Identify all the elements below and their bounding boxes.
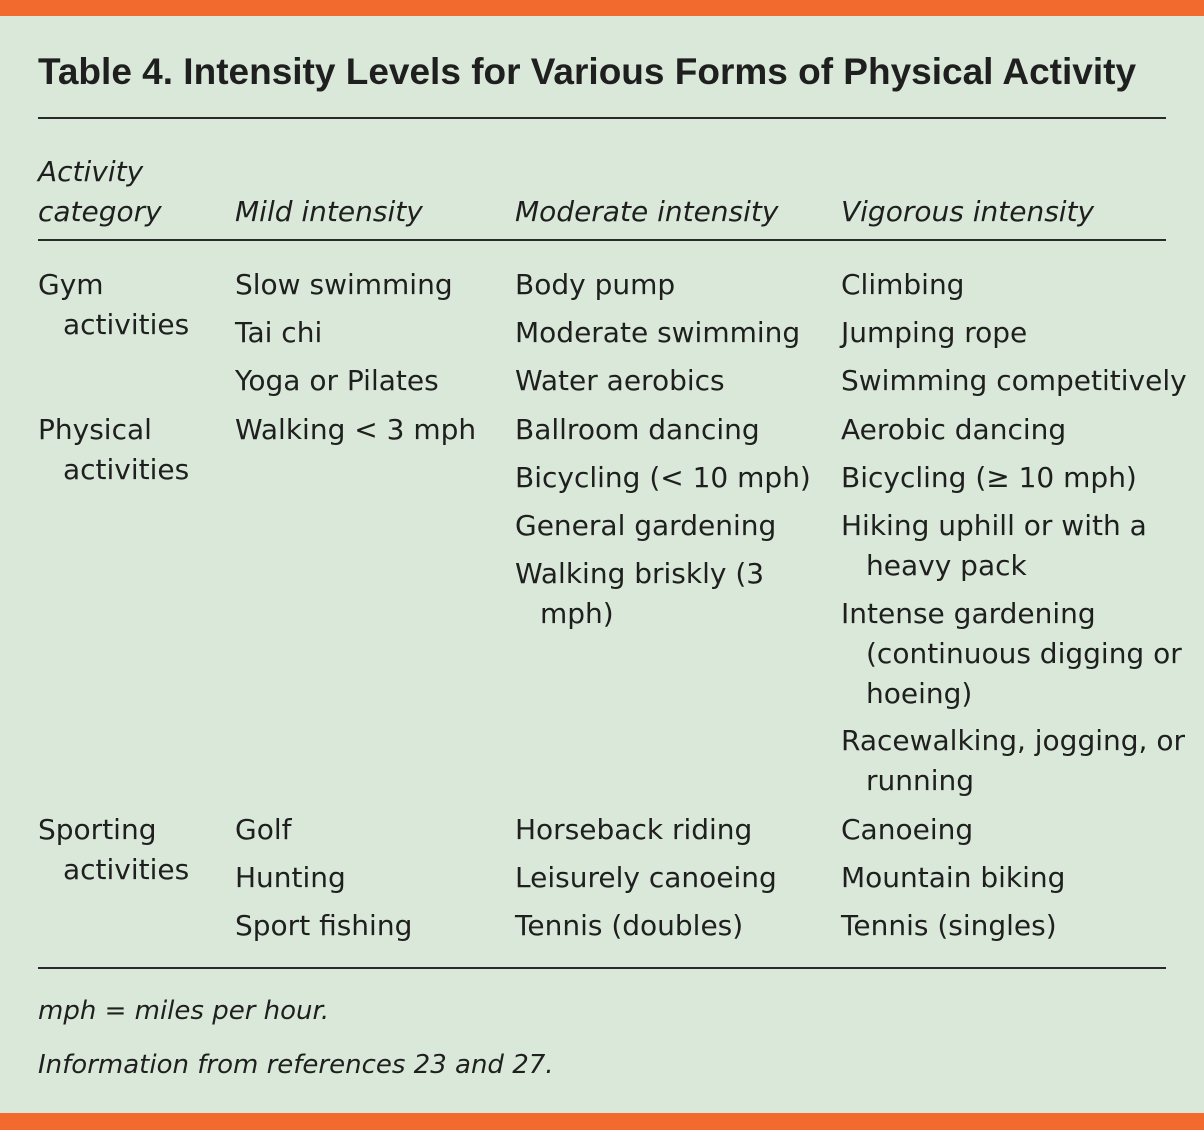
table-cell: Intense gardening (continuous digging or hoeing) <box>841 597 1182 710</box>
table-cell: Tennis (singles) <box>841 909 1057 942</box>
table-cell: Racewalking, jogging, or running <box>841 724 1185 797</box>
table-cell: Hunting <box>235 861 346 894</box>
table-cell: Swimming competitively <box>841 364 1187 397</box>
table-title: Table 4. Intensity Levels for Various Forms of Physical Activity <box>38 51 1137 92</box>
table-cell: Body pump <box>515 268 676 301</box>
header-moderate-intensity: Moderate intensity <box>515 195 779 228</box>
table-cell: Leisurely canoeing <box>515 861 777 894</box>
header-rule <box>38 239 1166 241</box>
footnote-references: Information from references 23 and 27. <box>38 1050 554 1080</box>
header-vigorous-intensity: Vigorous intensity <box>841 195 1095 228</box>
category-gym-activities: Gym activities <box>38 268 190 341</box>
header-activity-category: Activity category <box>38 155 162 228</box>
category-physical-activities: Physical activities <box>38 413 190 486</box>
top-accent-bar <box>0 0 1204 16</box>
table-bottom-rule <box>38 967 1166 969</box>
table-cell: Hiking uphill or with a heavy pack <box>841 509 1147 582</box>
table-cell: Moderate swimming <box>515 316 801 349</box>
table-cell: Tennis (doubles) <box>515 909 744 942</box>
table-cell: Tai chi <box>235 316 323 349</box>
table-cell: Water aerobics <box>515 364 725 397</box>
table-cell: Canoeing <box>841 813 974 846</box>
bottom-accent-bar <box>0 1113 1204 1130</box>
table-cell: Bicycling (≥ 10 mph) <box>841 461 1137 494</box>
table-cell: Slow swimming <box>235 268 453 301</box>
table-cell: Walking < 3 mph <box>235 413 477 446</box>
table-cell: Aerobic dancing <box>841 413 1067 446</box>
table-cell: Horseback riding <box>515 813 753 846</box>
table-cell: Sport fishing <box>235 909 413 942</box>
table-cell: Jumping rope <box>841 316 1028 349</box>
table-cell: Yoga or Pilates <box>235 364 439 397</box>
category-sporting-activities: Sporting activities <box>38 813 190 886</box>
table-cell: Bicycling (< 10 mph) <box>515 461 811 494</box>
table-cell: Walking briskly (3 mph) <box>515 557 765 630</box>
footnote-abbreviation: mph = miles per hour. <box>38 996 330 1026</box>
table-cell: Golf <box>235 813 292 846</box>
table-cell: Mountain biking <box>841 861 1066 894</box>
header-mild-intensity: Mild intensity <box>235 195 423 228</box>
table-cell: Ballroom dancing <box>515 413 760 446</box>
table-cell: Climbing <box>841 268 965 301</box>
table-cell: General gardening <box>515 509 777 542</box>
title-rule <box>38 117 1166 119</box>
